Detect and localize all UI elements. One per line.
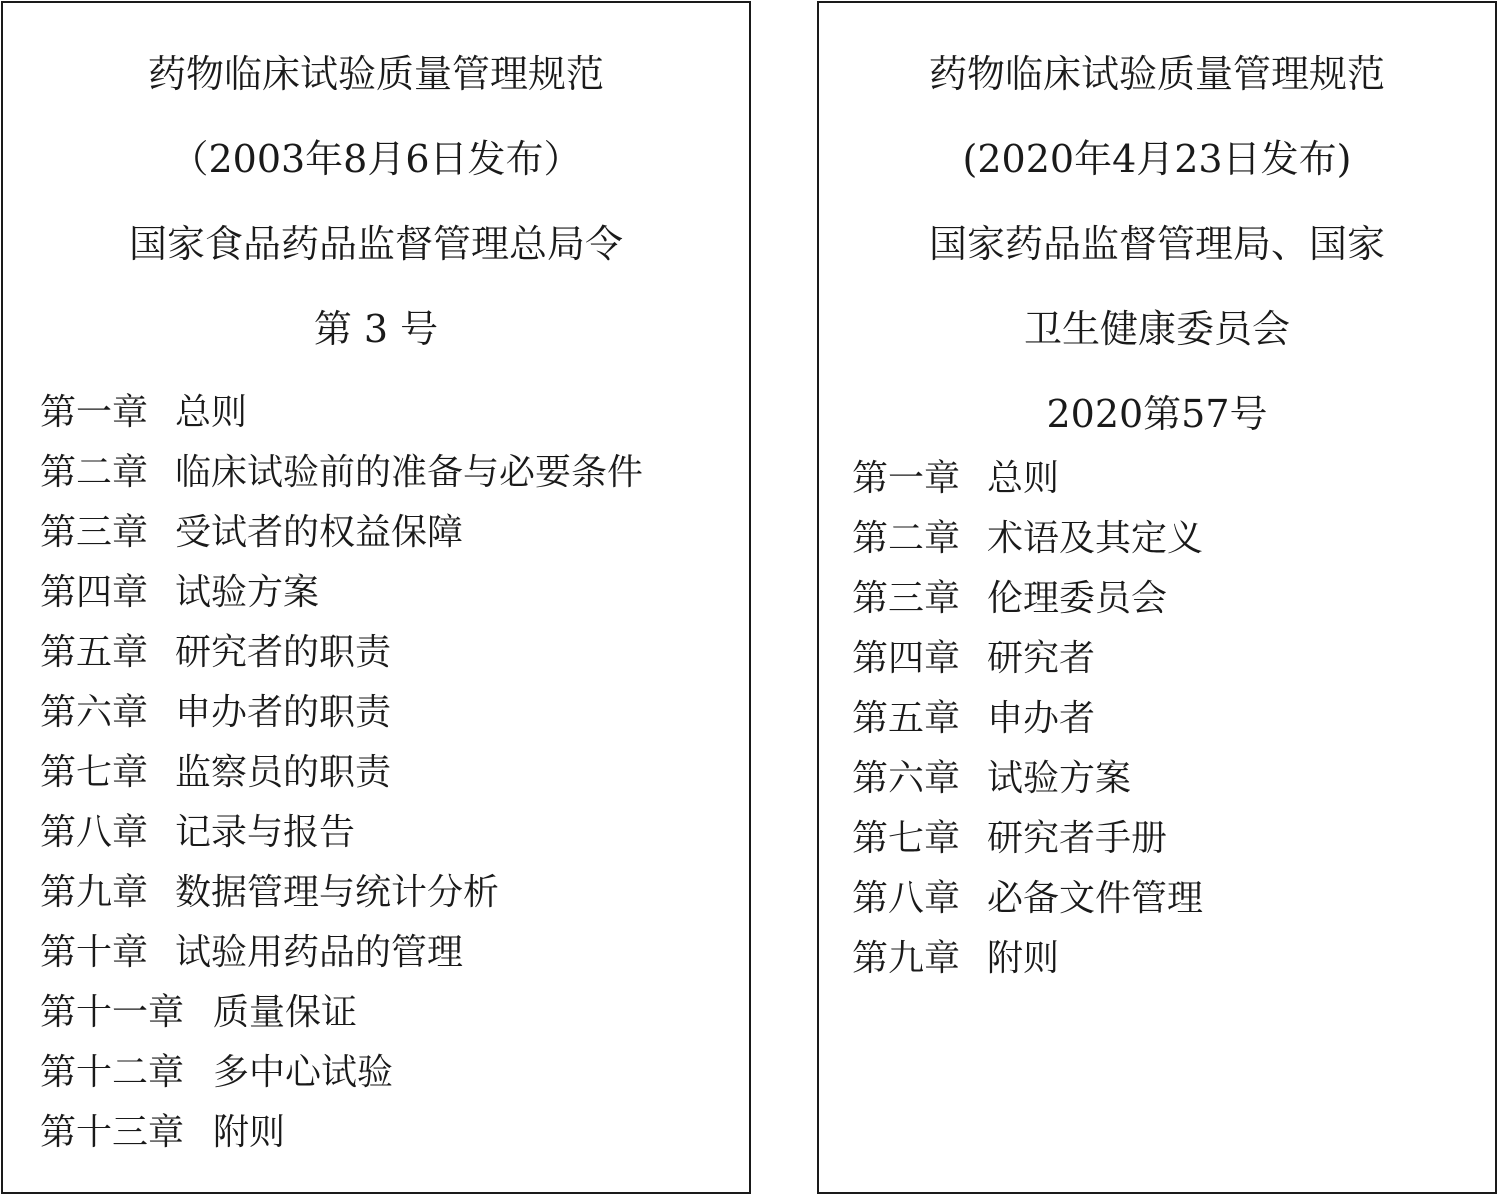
chapter-number: 第六章 (40, 692, 149, 733)
chapter-number: 第一章 (852, 458, 961, 499)
chapter-list (3, 389, 749, 1169)
chapter-number: 第四章 (852, 638, 961, 679)
chapter-title: 总则 (987, 458, 1060, 499)
chapter-number: 第九章 (40, 872, 149, 913)
chapter-title: 数据管理与统计分析 (175, 872, 500, 913)
chapter-item (852, 875, 1495, 935)
chapter-title: 附则 (987, 938, 1060, 979)
chapter-title: 总则 (175, 392, 248, 433)
chapter-number: 第一章 (40, 392, 149, 433)
chapter-number: 第二章 (852, 518, 961, 559)
chapter-number: 第三章 (852, 578, 961, 619)
chapter-item (852, 755, 1495, 815)
chapter-title: 申办者 (987, 698, 1096, 739)
chapter-number: 第十章 (40, 932, 149, 973)
chapter-title: 研究者的职责 (175, 632, 392, 673)
release-date: （2003年8月6日发布） (170, 137, 582, 181)
chapter-title: 术语及其定义 (987, 518, 1204, 559)
chapter-item (852, 935, 1495, 995)
chapter-item (852, 815, 1495, 875)
chapter-title: 附则 (213, 1112, 286, 1153)
chapter-number: 第八章 (852, 878, 961, 919)
chapter-title: 试验方案 (175, 572, 320, 613)
chapter-title: 多中心试验 (213, 1052, 394, 1093)
chapter-number: 第三章 (40, 512, 149, 553)
chapter-number: 第十三章 (40, 1112, 185, 1153)
chapter-item (852, 575, 1495, 635)
chapter-number: 第七章 (852, 818, 961, 859)
chapter-item (40, 749, 749, 809)
chapter-item (40, 449, 749, 509)
chapter-item (40, 869, 749, 929)
chapter-title: 监察员的职责 (175, 752, 392, 793)
chapter-item (40, 689, 749, 749)
chapter-title: 记录与报告 (175, 812, 356, 853)
chapter-item (40, 989, 749, 1049)
chapter-number: 第七章 (40, 752, 149, 793)
chapter-number: 第九章 (852, 938, 961, 979)
chapter-title: 质量保证 (213, 992, 358, 1033)
chapter-number: 第二章 (40, 452, 149, 493)
chapter-title: 伦理委员会 (987, 578, 1168, 619)
chapter-title: 临床试验前的准备与必要条件 (175, 452, 644, 493)
issuing-authority: 国家食品药品监督管理总局令 (128, 222, 623, 266)
chapter-item (40, 1049, 749, 1109)
chapter-number: 第八章 (40, 812, 149, 853)
chapter-item (852, 635, 1495, 695)
chapter-title: 试验方案 (987, 758, 1132, 799)
order-number: 第 3 号 (313, 307, 439, 351)
issuing-authority-line1: 国家药品监督管理局、国家 (928, 222, 1385, 266)
chapter-number: 第四章 (40, 572, 149, 613)
chapter-number: 第五章 (852, 698, 961, 739)
chapter-item (852, 515, 1495, 575)
chapter-item (40, 389, 749, 449)
chapter-title: 申办者的职责 (175, 692, 392, 733)
chapter-number: 第十二章 (40, 1052, 185, 1093)
release-date: (2020年4月23日发布) (962, 137, 1352, 181)
chapter-item (40, 569, 749, 629)
document-title: 药物临床试验质量管理规范 (928, 52, 1385, 96)
chapter-item (40, 809, 749, 869)
chapter-item (852, 695, 1495, 755)
issuing-authority-line2: 卫生健康委员会 (1023, 307, 1290, 351)
order-number: 2020第57号 (1046, 392, 1268, 436)
chapter-title: 试验用药品的管理 (175, 932, 464, 973)
document-title: 药物临床试验质量管理规范 (147, 52, 604, 96)
chapter-title: 必备文件管理 (987, 878, 1204, 919)
chapter-item (40, 1109, 749, 1169)
chapter-title: 研究者 (987, 638, 1096, 679)
chapter-title: 研究者手册 (987, 818, 1168, 859)
chapter-item (40, 629, 749, 689)
gcp-2020-panel (817, 1, 1497, 1194)
chapter-number: 第十一章 (40, 992, 185, 1033)
chapter-item (40, 929, 749, 989)
chapter-title: 受试者的权益保障 (175, 512, 464, 553)
chapter-item (852, 455, 1495, 515)
chapter-number: 第六章 (852, 758, 961, 799)
chapter-list (819, 455, 1495, 995)
chapter-number: 第五章 (40, 632, 149, 673)
chapter-item (40, 509, 749, 569)
gcp-2003-panel (1, 1, 751, 1194)
